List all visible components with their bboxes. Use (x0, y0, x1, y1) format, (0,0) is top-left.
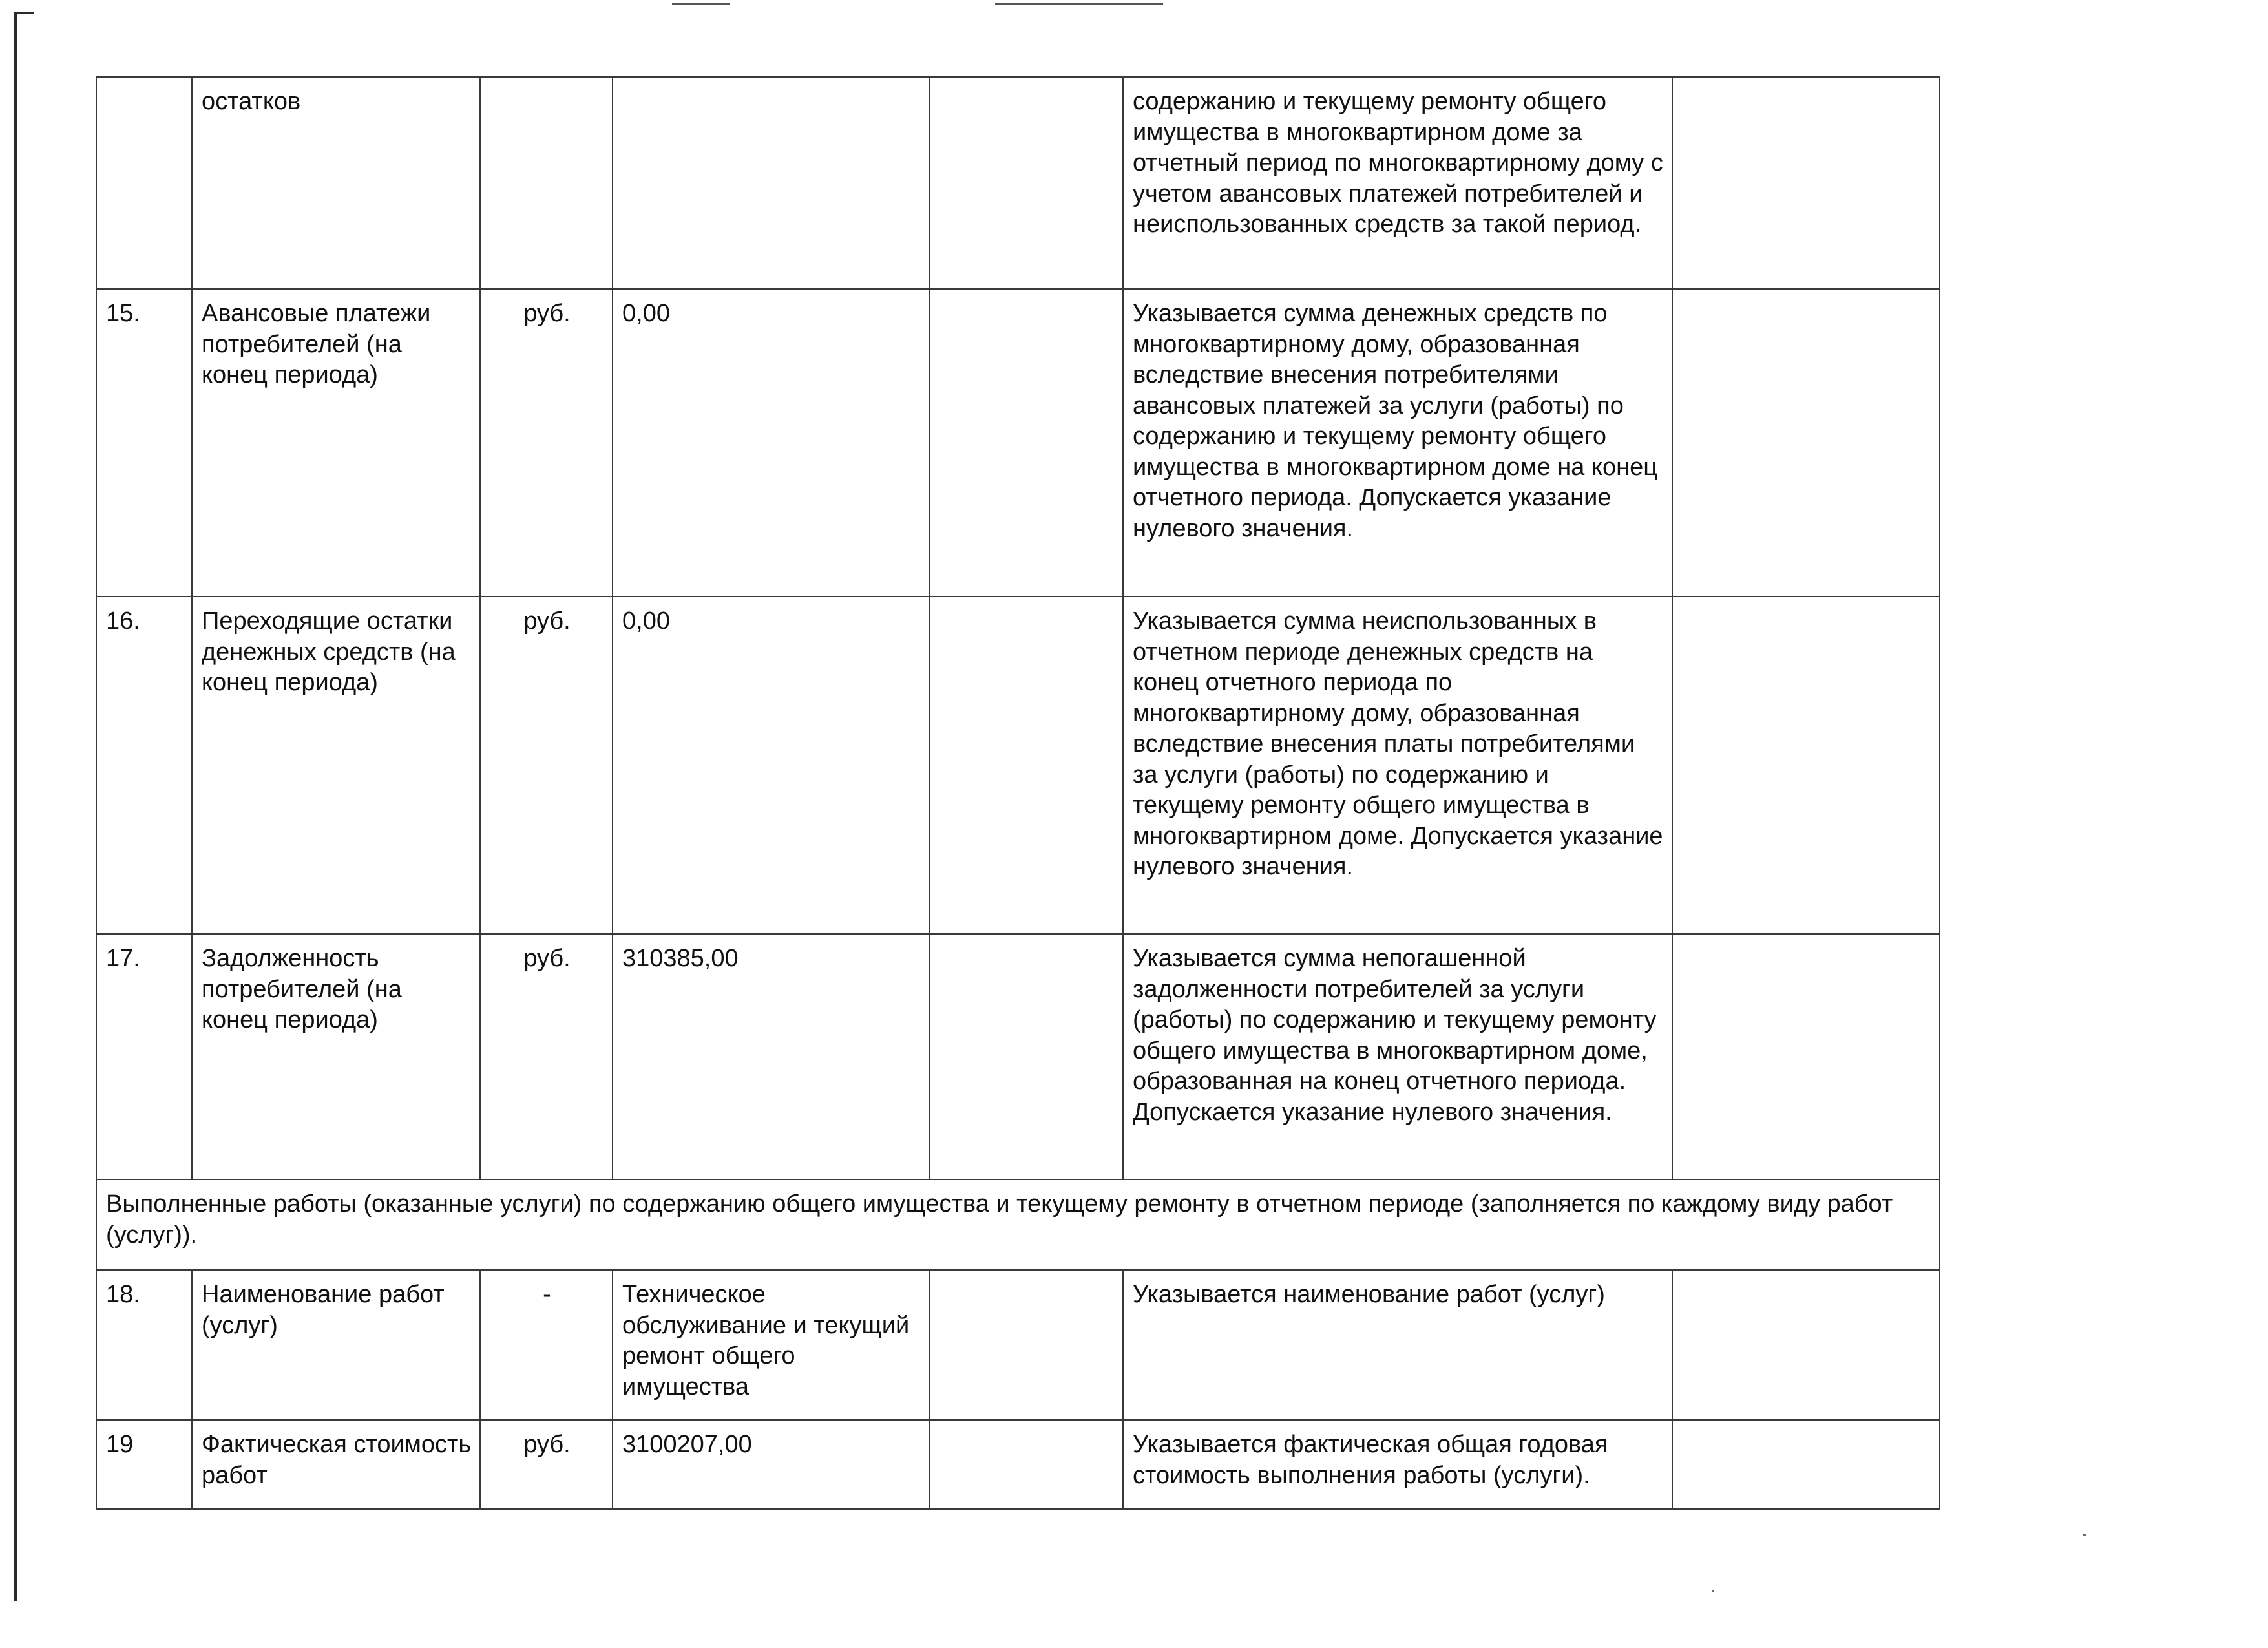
row-empty-cell (929, 934, 1123, 1179)
row-description: Указывается сумма неиспользованных в отчетном периоде денежных средств на конец отчетного периода по многоквартирному дому, образованная вследствие внесения платы потребителями за услуги (работы) по содержанию и текущему ремонту общего имущества в многоквартирном доме. Допускается указание нулевого значения. (1123, 597, 1672, 934)
row-note (1672, 597, 1940, 934)
row-number: 18. (96, 1270, 192, 1420)
row-note (1672, 289, 1940, 597)
row-unit: руб. (480, 289, 613, 597)
row-value: 0,00 (613, 289, 929, 597)
row-unit: руб. (480, 597, 613, 934)
table-row (96, 289, 1940, 597)
scan-speck (2083, 1534, 2086, 1536)
row-number (96, 77, 192, 289)
row-number: 16. (96, 597, 192, 934)
binding-edge-tick (14, 12, 34, 14)
table-row (96, 1420, 1940, 1509)
row-description: содержанию и текущему ремонту общего имущества в многоквартирном доме за отчетный период по многоквартирному дому с учетом авансовых платежей потребителей и неиспользованных средств за такой период. (1123, 77, 1672, 289)
row-empty-cell (929, 289, 1123, 597)
row-value (613, 77, 929, 289)
section-heading-row (96, 1179, 1940, 1270)
row-empty-cell (929, 1270, 1123, 1420)
row-empty-cell (929, 597, 1123, 934)
table-row (96, 1270, 1940, 1420)
row-value: 310385,00 (613, 934, 929, 1179)
row-number: 17. (96, 934, 192, 1179)
row-number: 15. (96, 289, 192, 597)
row-indicator-name: Авансовые платежи потребителей (на конец периода) (192, 289, 480, 597)
scan-mark-top-left (672, 3, 730, 5)
section-heading: Выполненные работы (оказанные услуги) по содержанию общего имущества и текущему ремонту в отчетном периоде (заполняется по каждому виду работ (услуг)). (96, 1179, 1940, 1270)
table-row (96, 934, 1940, 1179)
row-indicator-name: Наименование работ (услуг) (192, 1270, 480, 1420)
binding-edge-line (14, 12, 17, 1601)
row-description: Указывается сумма непогашенной задолженности потребителей за услуги (работы) по содержанию и текущему ремонту общего имущества в многоквартирном доме, образованная на конец отчетного периода. Допускается указание нулевого значения. (1123, 934, 1672, 1179)
row-unit: - (480, 1270, 613, 1420)
row-number: 19 (96, 1420, 192, 1509)
row-note (1672, 934, 1940, 1179)
table-row (96, 597, 1940, 934)
row-unit: руб. (480, 1420, 613, 1509)
row-note (1672, 1420, 1940, 1509)
table-row (96, 77, 1940, 289)
scan-mark-top-right (995, 3, 1163, 5)
row-empty-cell (929, 1420, 1123, 1509)
row-indicator-name: Фактическая стоимость работ (192, 1420, 480, 1509)
row-value: Техническое обслуживание и текущий ремонт общего имущества (613, 1270, 929, 1420)
row-description: Указывается сумма денежных средств по многоквартирному дому, образованная вследствие внесения потребителями авансовых платежей за услуги (работы) по содержанию и текущему ремонту общего имущества в многоквартирном доме на конец отчетного периода. Допускается указание нулевого значения. (1123, 289, 1672, 597)
row-value: 0,00 (613, 597, 929, 934)
row-note (1672, 1270, 1940, 1420)
row-unit (480, 77, 613, 289)
row-indicator-name: Переходящие остатки денежных средств (на конец периода) (192, 597, 480, 934)
row-indicator-name: Задолженность потребителей (на конец периода) (192, 934, 480, 1179)
row-value: 3100207,00 (613, 1420, 929, 1509)
report-table (96, 76, 1940, 1510)
scan-speck (1712, 1590, 1714, 1592)
row-description: Указывается фактическая общая годовая стоимость выполнения работы (услуги). (1123, 1420, 1672, 1509)
row-unit: руб. (480, 934, 613, 1179)
row-note (1672, 77, 1940, 289)
row-empty-cell (929, 77, 1123, 289)
row-description: Указывается наименование работ (услуг) (1123, 1270, 1672, 1420)
row-indicator-name: остатков (192, 77, 480, 289)
